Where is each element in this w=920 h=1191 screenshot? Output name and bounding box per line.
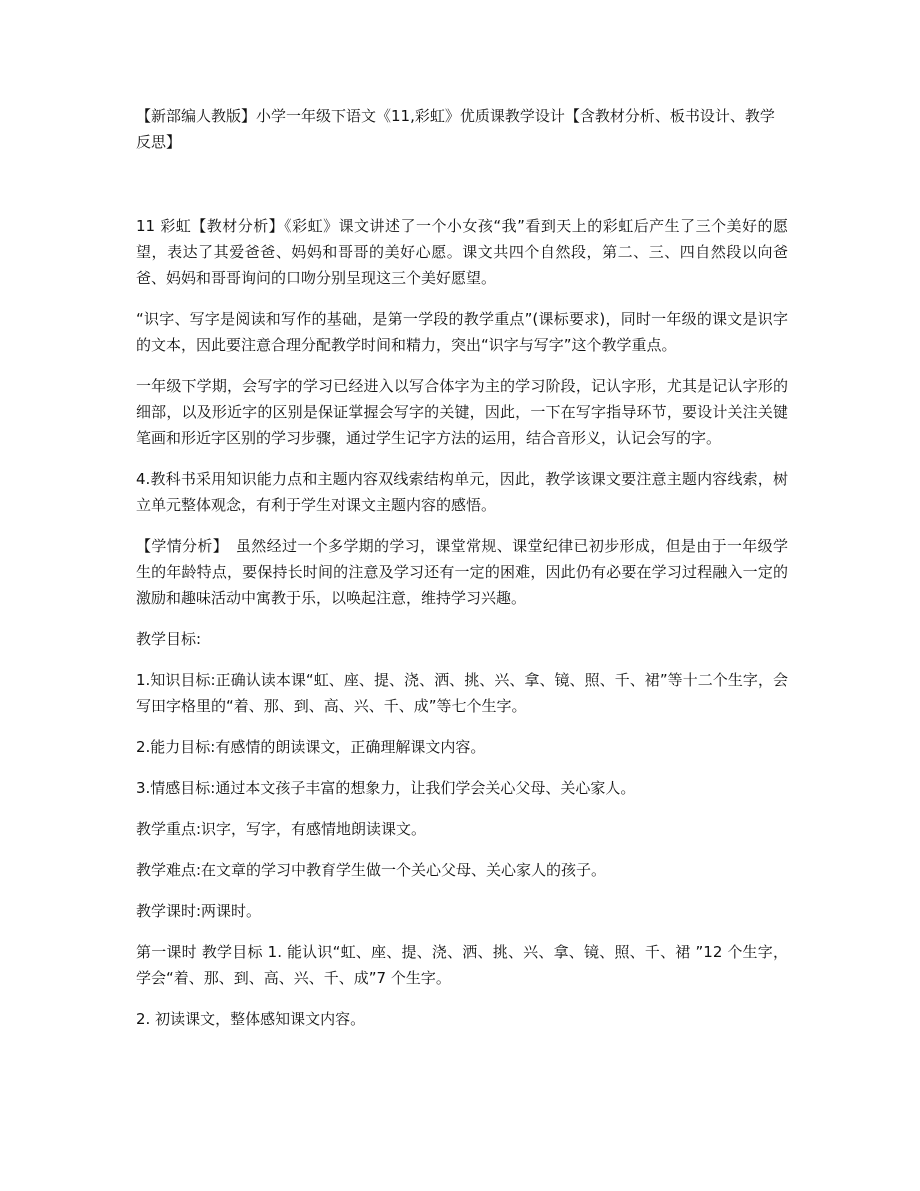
paragraph-unit-structure: 4.教科书采用知识能力点和主题内容双线索结构单元，因此，教学该课文要注意主题内容线索，树立单元整体观念，有利于学生对课文主题内容的感悟。 xyxy=(136,470,788,514)
paragraph-difficulties: 教学难点:在文章的学习中教育学生做一个关心父母、关心家人的孩子。 xyxy=(136,861,607,879)
document-title: 【新部编人教版】小学一年级下语文《11,彩虹》优质课教学设计【含教材分析、板书设计、教学反思】 xyxy=(136,107,775,151)
paragraph-learner-analysis: 【学情分析】 虽然经过一个多学期的学习，课堂常规、课堂纪律已初步形成，但是由于一年级学生的年龄特点，要保持长时间的注意及学习还有一定的困难，因此仍有必要在学习过程融入一定的激励和趣味活动中寓教于乐，以唤起注意，维持学习兴趣。 xyxy=(136,537,788,607)
paragraph-teaching-goals-heading: 教学目标: xyxy=(136,630,202,648)
paragraph-writing-stage: 一年级下学期，会写字的学习已经进入以写合体字为主的学习阶段，记认字形，尤其是记认字形的细部，以及形近字的区别是保证掌握会写字的关键，因此，一下在写字指导环节，要设计关注关键笔画和形近字区别的学习步骤，通过学生记字方法的运用，结合音形义，认记会写的字。 xyxy=(136,377,788,447)
paragraph-ability-goal: 2.能力目标:有感情的朗读课文，正确理解课文内容。 xyxy=(136,738,486,756)
paragraph-knowledge-goal: 1.知识目标:正确认读本课“虹、座、提、浇、洒、挑、兴、拿、镜、照、千、裙”等十二个生字，会写田字格里的“着、那、到、高、兴、千、成”等七个生字。 xyxy=(136,671,788,715)
document-body xyxy=(136,213,788,1032)
document-page xyxy=(136,103,788,1047)
paragraph-first-reading: 2. 初读课文，整体感知课文内容。 xyxy=(136,1010,366,1028)
paragraph-class-hours: 教学课时:两课时。 xyxy=(136,902,262,920)
paragraph-first-lesson-goals: 第一课时 教学目标 1. 能认识“虹、座、提、浇、洒、挑、兴、拿、镜、照、千、裙 ”12 个生字，学会“着、那、到、高、兴、千、成”7 个生字。 xyxy=(136,943,788,987)
paragraph-emotion-goal: 3.情感目标:通过本文孩子丰富的想象力，让我们学会关心父母、关心家人。 xyxy=(136,779,636,797)
paragraph-literacy-focus: “识字、写字是阅读和写作的基础，是第一学段的教学重点”(课标要求)，同时一年级的课文是识字的文本，因此要注意合理分配教学时间和精力，突出“识字与写字”这个教学重点。 xyxy=(136,310,788,354)
paragraph-textbook-analysis: 11 彩虹【教材分析】《彩虹》课文讲述了一个小女孩“我”看到天上的彩虹后产生了三个美好的愿望，表达了其爱爸爸、妈妈和哥哥的美好心愿。课文共四个自然段，第二、三、四自然段以向爸爸、妈妈和哥哥询问的口吻分别呈现这三个美好愿望。 xyxy=(136,217,788,287)
paragraph-key-points: 教学重点:识字，写字，有感情地朗读课文。 xyxy=(136,820,427,838)
